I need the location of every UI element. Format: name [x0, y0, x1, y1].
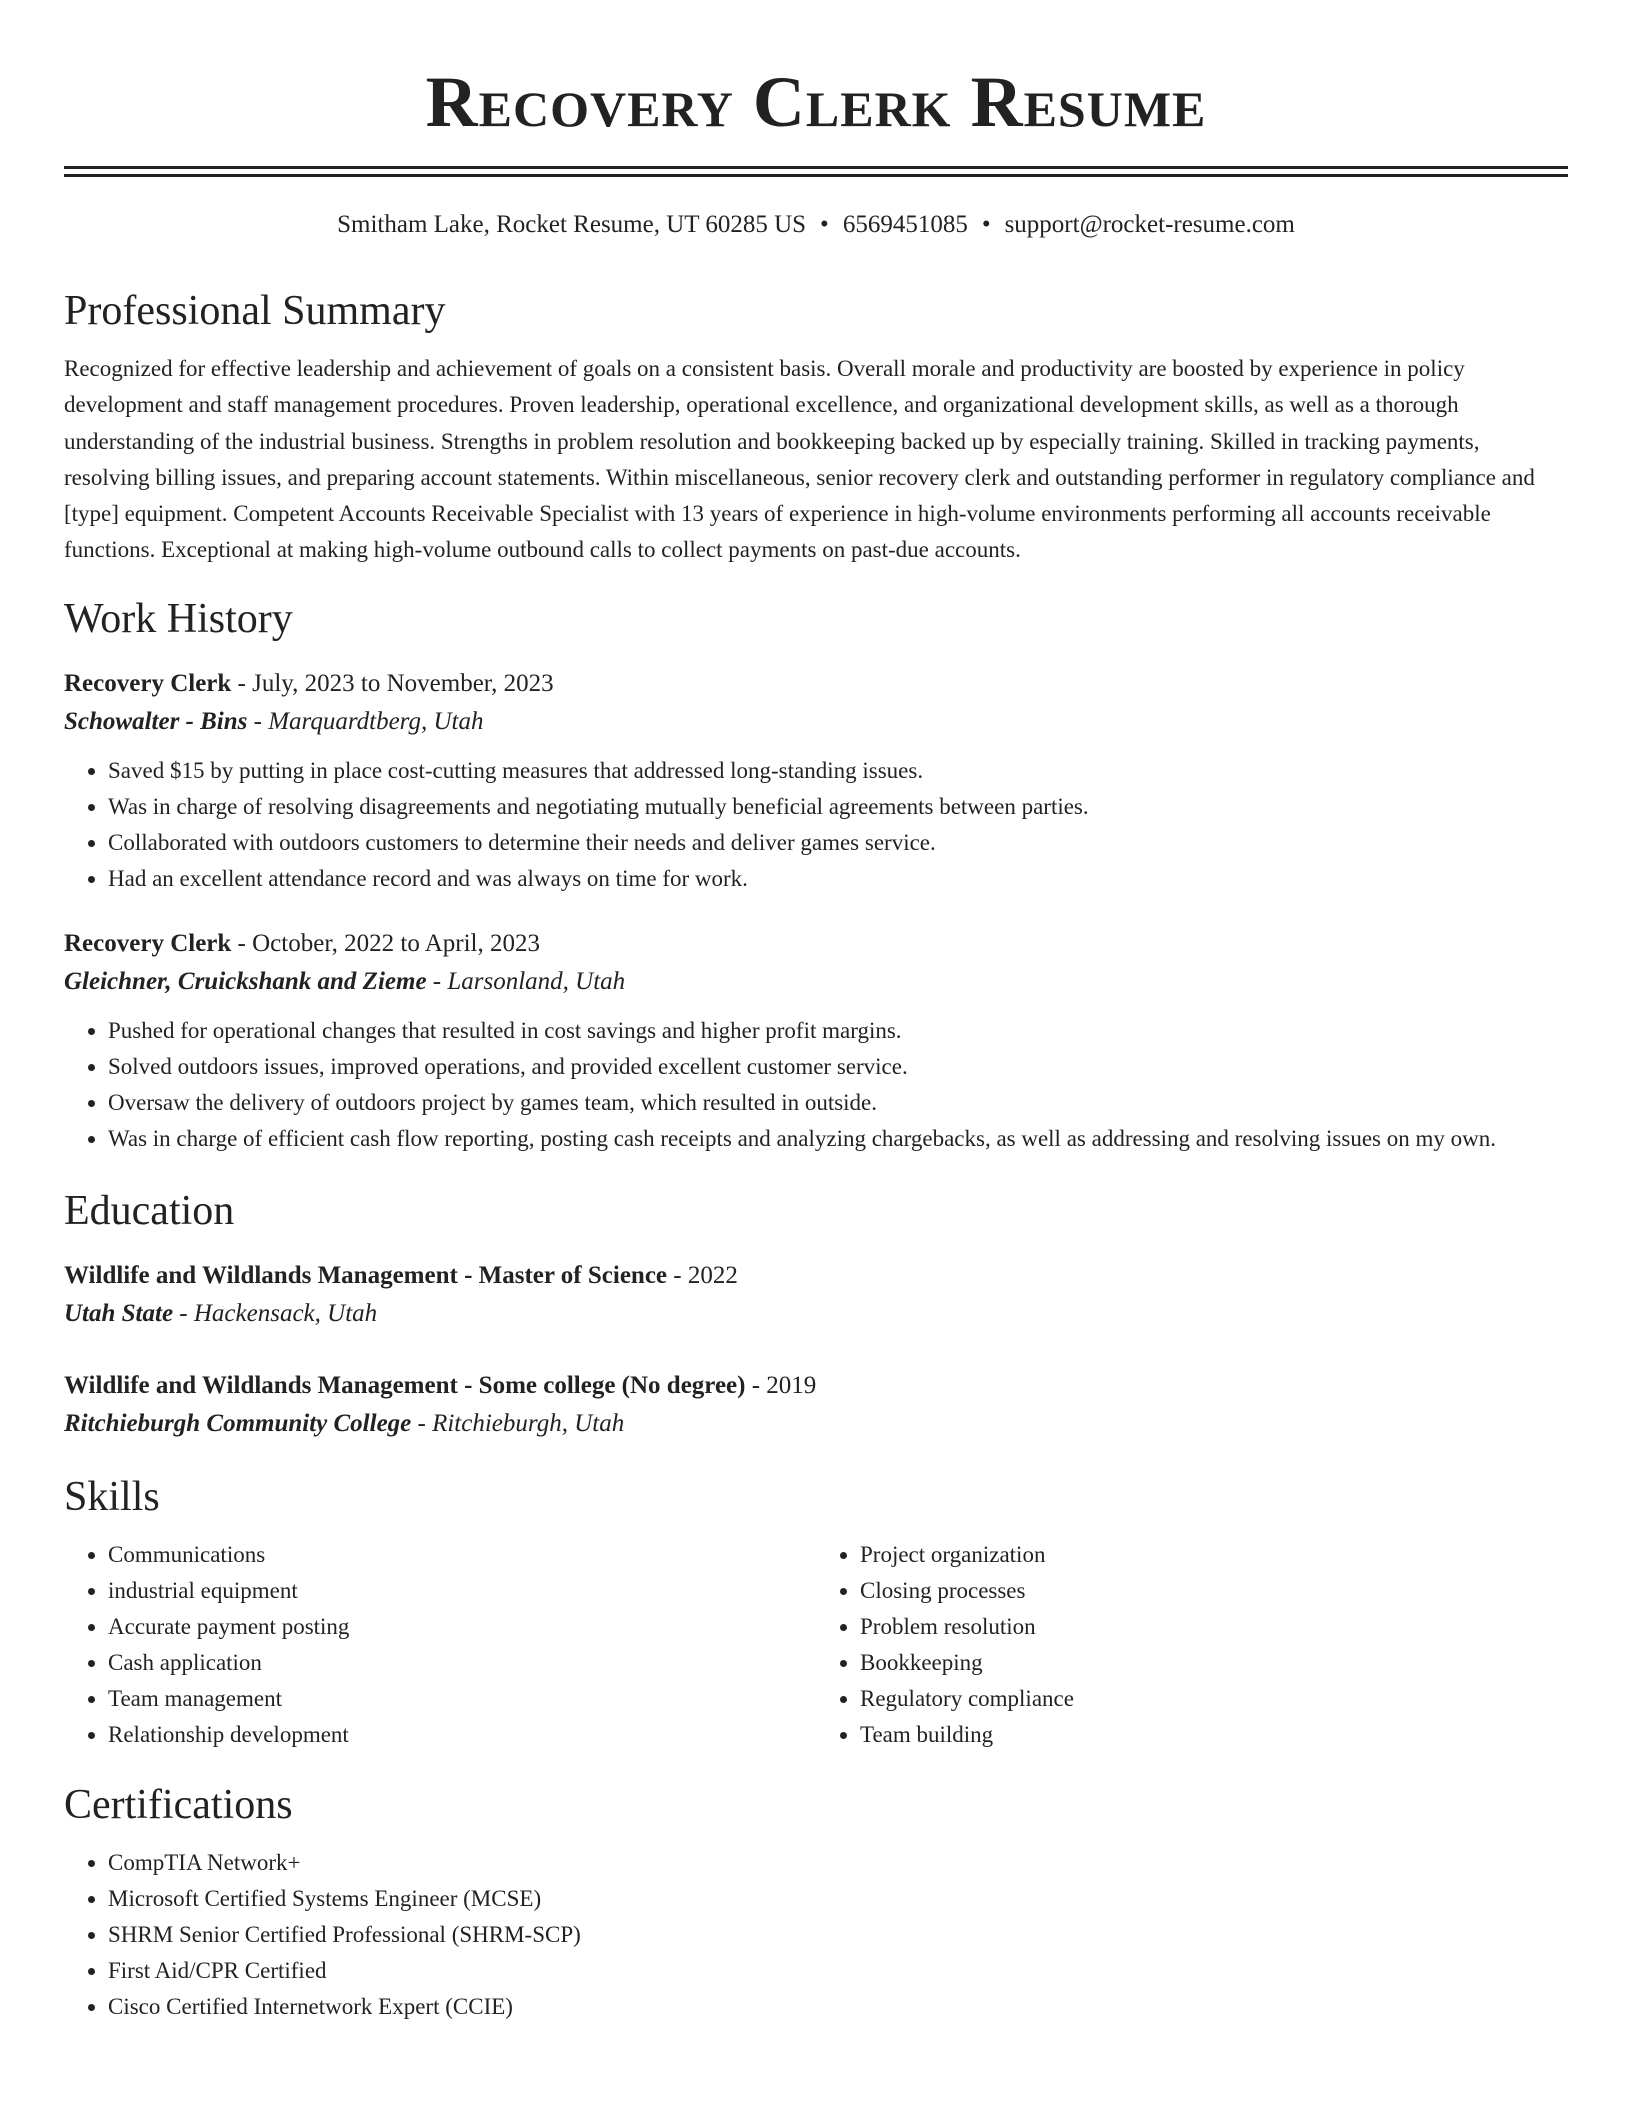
job-title: Recovery Clerk	[64, 669, 232, 697]
work-history-heading: Work History	[64, 595, 293, 642]
education-school: Utah State	[64, 1299, 174, 1327]
resume-title: Recovery Clerk Resume	[425, 62, 1207, 142]
summary-heading: Professional Summary	[64, 288, 446, 334]
education-degree-line	[64, 1367, 1568, 1405]
education-school: Ritchieburgh Community College	[64, 1409, 412, 1437]
certifications-list	[64, 1845, 1568, 2025]
list-item: • Was in charge of efficient cash flow reporting, posting cash receipts and analyzing chargebacks, as well as addressing and resolving issues on my own.	[108, 1121, 1568, 1157]
contact-email: support@rocket-resume.com	[1004, 211, 1295, 238]
job-company-line	[64, 703, 1568, 741]
list-item: • Closing processes	[860, 1573, 1568, 1609]
job-title: Recovery Clerk	[64, 929, 232, 957]
contact-line	[64, 207, 1568, 243]
education-location: - Ritchieburgh, Utah	[411, 1409, 625, 1437]
contact-separator: •	[981, 211, 991, 238]
list-item: • Cisco Certified Internetwork Expert (CCIE)	[108, 1989, 1568, 2025]
summary-text: Recognized for effective leadership and achievement of goals on a consistent basis. Overall morale and productivity are boosted by experience in policy development and staff management procedures. Proven leadership, operational excellence, and organizational development skills, as well as a thorough understanding of the industrial business. Strengths in problem resolution and bookkeeping backed up by especially training. Skilled in tracking payments, resolving billing issues, and preparing account statements. Within miscellaneous, senior recovery clerk and outstanding performer in regulatory compliance and [type] equipment. Competent Accounts Receivable Specialist with 13 years of experience in high-volume environments performing all accounts receivable functions. Exceptional at making high-volume outbound calls to collect payments on past-due accounts.	[64, 356, 1535, 563]
education-degree-line	[64, 1257, 1568, 1295]
education-location: - Hackensack, Utah	[173, 1299, 378, 1327]
list-item: • Was in charge of resolving disagreements and negotiating mutually beneficial agreements between parties.	[108, 789, 1568, 825]
job-location: - Marquardtberg, Utah	[247, 707, 484, 735]
certifications-heading: Certifications	[64, 1781, 293, 1828]
job-bullets	[64, 753, 1568, 897]
list-item: • Solved outdoors issues, improved operations, and provided excellent customer service.	[108, 1049, 1568, 1085]
list-item: • Cash application	[108, 1645, 816, 1681]
list-item: • Had an excellent attendance record and was always on time for work.	[108, 861, 1568, 897]
skills-left-column	[64, 1537, 816, 1753]
job-bullets	[64, 1013, 1568, 1157]
title-double-rule	[64, 166, 1568, 177]
job-entry	[64, 925, 1568, 1157]
list-item: • Project organization	[860, 1537, 1568, 1573]
education-heading: Education	[64, 1187, 235, 1234]
education-school-line	[64, 1295, 1568, 1333]
education-year: - 2022	[667, 1261, 738, 1289]
education-entry	[64, 1257, 1568, 1333]
contact-separator: •	[820, 211, 829, 238]
list-item: • Communications	[108, 1537, 816, 1573]
job-dates: - October, 2022 to April, 2023	[231, 929, 540, 957]
list-item: • Accurate payment posting	[108, 1609, 816, 1645]
contact-address: Smitham Lake, Rocket Resume, UT 60285 US	[337, 211, 807, 238]
skills-grid	[64, 1537, 1568, 1753]
job-company: Schowalter - Bins	[64, 707, 248, 735]
job-dates: - July, 2023 to November, 2023	[231, 669, 554, 697]
list-item: • First Aid/CPR Certified	[108, 1953, 1568, 1989]
skills-heading: Skills	[64, 1473, 160, 1520]
contact-phone: 6569451085	[842, 211, 968, 238]
education-degree: Wildlife and Wildlands Management - Some college (No degree)	[64, 1371, 746, 1399]
list-item: • CompTIA Network+	[108, 1845, 1568, 1881]
list-item: • Bookkeeping	[860, 1645, 1568, 1681]
list-item: • Saved $15 by putting in place cost-cutting measures that addressed long-standing issues.	[108, 753, 1568, 789]
list-item: • Microsoft Certified Systems Engineer (MCSE)	[108, 1881, 1568, 1917]
job-title-line	[64, 925, 1568, 963]
list-item: • industrial equipment	[108, 1573, 816, 1609]
education-entry	[64, 1367, 1568, 1443]
list-item: • Regulatory compliance	[860, 1681, 1568, 1717]
list-item: • Pushed for operational changes that resulted in cost savings and higher profit margins.	[108, 1013, 1568, 1049]
list-item: • Collaborated with outdoors customers to determine their needs and deliver games service.	[108, 825, 1568, 861]
job-title-line	[64, 665, 1568, 703]
list-item: • SHRM Senior Certified Professional (SHRM-SCP)	[108, 1917, 1568, 1953]
list-item: • Team building	[860, 1717, 1568, 1753]
list-item: • Oversaw the delivery of outdoors project by games team, which resulted in outside.	[108, 1085, 1568, 1121]
job-location: - Larsonland, Utah	[426, 967, 626, 995]
skills-right-column	[816, 1537, 1568, 1753]
education-year: - 2019	[745, 1371, 817, 1399]
job-company: Gleichner, Cruickshank and Zieme	[64, 967, 427, 995]
education-school-line	[64, 1405, 1568, 1443]
job-entry	[64, 665, 1568, 897]
education-degree: Wildlife and Wildlands Management - Master of Science	[64, 1261, 668, 1289]
job-company-line	[64, 963, 1568, 1001]
list-item: • Team management	[108, 1681, 816, 1717]
list-item: • Problem resolution	[860, 1609, 1568, 1645]
list-item: • Relationship development	[108, 1717, 816, 1753]
